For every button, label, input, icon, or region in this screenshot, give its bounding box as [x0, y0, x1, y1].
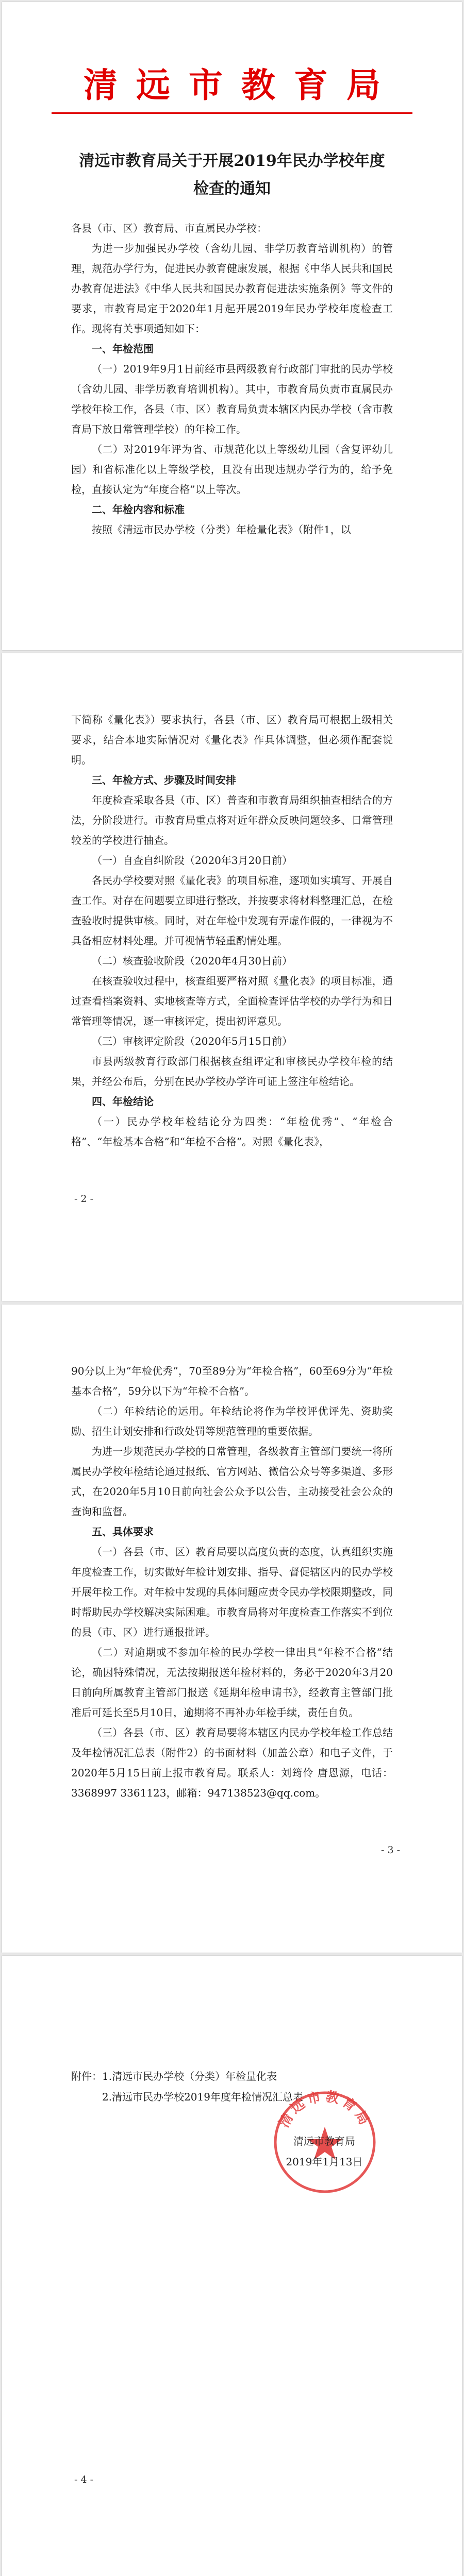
attachment-line-1	[71, 2066, 410, 2087]
requirements-paragraph-3: （三）各县（市、区）教育局要将本辖区内民办学校年检工作总结及年检情况汇总表（附件2）的书面材料（加盖公章）和电子文件，于2020年5月15日前上报市教育局。联系人：刘筠伶 唐恩源，电话：3368997 3361123，邮箱：947138523@qq.com。	[71, 1726, 393, 1799]
step-self-check: （一）自查自纠阶段（2020年3月20日前）	[92, 854, 293, 867]
page-number-4: - 4 -	[74, 2474, 94, 2485]
document-title-line1: 清远市教育局关于开展2019年民办学校年度	[79, 152, 385, 170]
section-heading-requirements: 五、具体要求	[92, 1526, 154, 1538]
conclusion-paragraph-3: 为进一步规范民办学校的日常管理，各级教育主管部门要统一将所属民办学校年检结论通过报纸、官方网站、微信公众号等多渠道、多形式，在2020年5月10日前向社会公众予以公告，主动接受社会公众的查询和监督。	[71, 1445, 393, 1518]
document-page-3	[2, 1304, 462, 1953]
document-title-line2: 检查的通知	[193, 180, 271, 198]
section-heading-conclusion: 四、年检结论	[92, 1095, 154, 1108]
scope-paragraph-1: （一）2019年9月1日前经市县两级教育行政部门审批的民办学校（含幼儿园、非学历教育培训机构）。其中，市教育局负责市直属民办学校年检工作，各县（市、区）教育局负责本辖区内民办学校（含市教育局下放日常管理学校）的年检工作。	[71, 363, 393, 435]
document-page-2	[2, 653, 462, 1301]
page1-body	[71, 218, 393, 540]
step-review: （三）审核评定阶段（2020年5月15日前）	[92, 1035, 293, 1047]
intro-paragraph: 为进一步加强民办学校（含幼儿园、非学历教育培训机构）的管理，规范办学行为，促进民办教育健康发展，根据《中华人民共和国民办教育促进法》《中华人民共和国民办教育促进法实施条例》等文件的要求，市教育局定于2020年1月起开展2019年民办学校年度检查工作。现将有关事项通知如下：	[71, 242, 393, 335]
conclusion-paragraph-part2: 90分以上为“年检优秀”，70至89分为“年检合格”，60至69分为“年检基本合格”，59分以下为“年检不合格”。	[71, 1365, 393, 1397]
page2-body	[71, 710, 393, 1152]
scope-paragraph-2: （二）对2019年评为省、市规范化以上等级幼儿园（含复评幼儿园）和省标准化以上等级学校，且没有出现违规办学行为的，给予免检，直接认定为“年度合格”以上等次。	[71, 443, 393, 496]
page-number-3: - 3 -	[380, 1844, 400, 1856]
verification-paragraph: 在核查验收过程中，核查组要严格对照《量化表》的项目标准，通过查看档案资料、实地核查等方式，全面检查评估学校的办学行为和日常管理等情况，逐一审核评定，提出初评意见。	[71, 975, 393, 1027]
review-paragraph: 市县两级教育行政部门根据核查组评定和审核民办学校年检的结果，并经公布后，分别在民办学校办学许可证上签注年检结论。	[71, 1055, 393, 1088]
addressee: 各县（市、区）教育局、市直属民办学校：	[71, 222, 267, 234]
section-heading-method: 三、年检方式、步骤及时间安排	[92, 774, 236, 786]
attachments-label: 附件：	[71, 2070, 102, 2082]
section-heading-scope: 一、年检范围	[92, 343, 154, 355]
seal-text: 清远市教育局	[276, 2089, 374, 2130]
page-number-2: - 2 -	[74, 1193, 94, 1205]
document-title	[64, 147, 400, 203]
signature-block	[255, 2131, 394, 2172]
self-check-paragraph-extra: 并可视情节轻重酌情处理。	[164, 935, 288, 947]
content-paragraph-part1: 按照《清远市民办学校（分类）年检量化表》（附件1，以	[92, 523, 351, 536]
attachment-item-1: 1.清远市民办学校（分类）年检量化表	[102, 2070, 277, 2082]
attachment-item-2: 2.清远市民办学校2019年度年检情况汇总表	[102, 2091, 303, 2103]
requirements-paragraph-2: （二）对逾期或不参加年检的民办学校一律出具“年检不合格”结论，确因特殊情况，无法按期报送年检材料的，务必于2020年3月20日前向所属教育主管部门报送《延期年检申请书》，经教育主管部门批准后可延长至5月10日，逾期将不再补办年检手续，责任自负。	[71, 1646, 393, 1719]
section-heading-content: 二、年检内容和标准	[92, 503, 185, 516]
method-paragraph-1: 年度检查采取各县（市、区）普查和市教育局组织抽查相结合的方法，分阶段进行。市教育局重点将对近年群众反映问题较多、日常管理较差的学校进行抽查。	[71, 794, 393, 846]
document-page-1	[2, 2, 462, 650]
content-paragraph-part2: 下简称《量化表》）要求执行，各县（市、区）教育局可根据上级相关要求，结合本地实际情况对《量化表》作具体调整，但必须作配套说明。	[71, 714, 393, 766]
signature-org: 清远市教育局	[293, 2135, 355, 2147]
requirements-paragraph-1: （一）各县（市、区）教育局要以高度负责的态度，认真组织实施年度检查工作，切实做好年检计划安排、指导、督促辖区内的民办学校开展年检工作。对年检中发现的具体问题应责令民办学校限期整改，同时帮助民办学校解决实际困难。市教育局将对年度检查工作落实不到位的县（市、区）进行通报批评。	[71, 1546, 393, 1638]
conclusion-paragraph-part1: （一）民办学校年检结论分为四类：“年检优秀”、“年检合格”、“年检基本合格”和“年检不合格”。对照《量化表》，	[71, 1115, 393, 1148]
svg-text:清远市教育局	[276, 2089, 373, 2130]
step-verification: （二）核查验收阶段（2020年4月30日前）	[92, 955, 293, 967]
letterhead-title: 清远市教育局	[84, 65, 399, 105]
signature-date: 2019年1月13日	[286, 2156, 363, 2168]
self-check-paragraph: 各民办学校要对照《量化表》的项目标准，逐项如实填写、开展自查工作。对存在问题要立即进行整改，并按要求将材料整理汇总，在检查验收时提供审核。同时，对在年检中发现有弄虚作假的，一律视为不具备相应材料处理。并可视情节轻重酌情处理。	[71, 874, 393, 947]
letterhead-red-rule	[52, 112, 412, 114]
conclusion-paragraph-2: （二）年检结论的运用。年检结论将作为学校评优评先、资助奖励、招生计划安排和行政处罚等规范管理的重要依据。	[71, 1405, 393, 1437]
page3-body	[71, 1361, 393, 1803]
document-page-4	[2, 1956, 462, 2576]
